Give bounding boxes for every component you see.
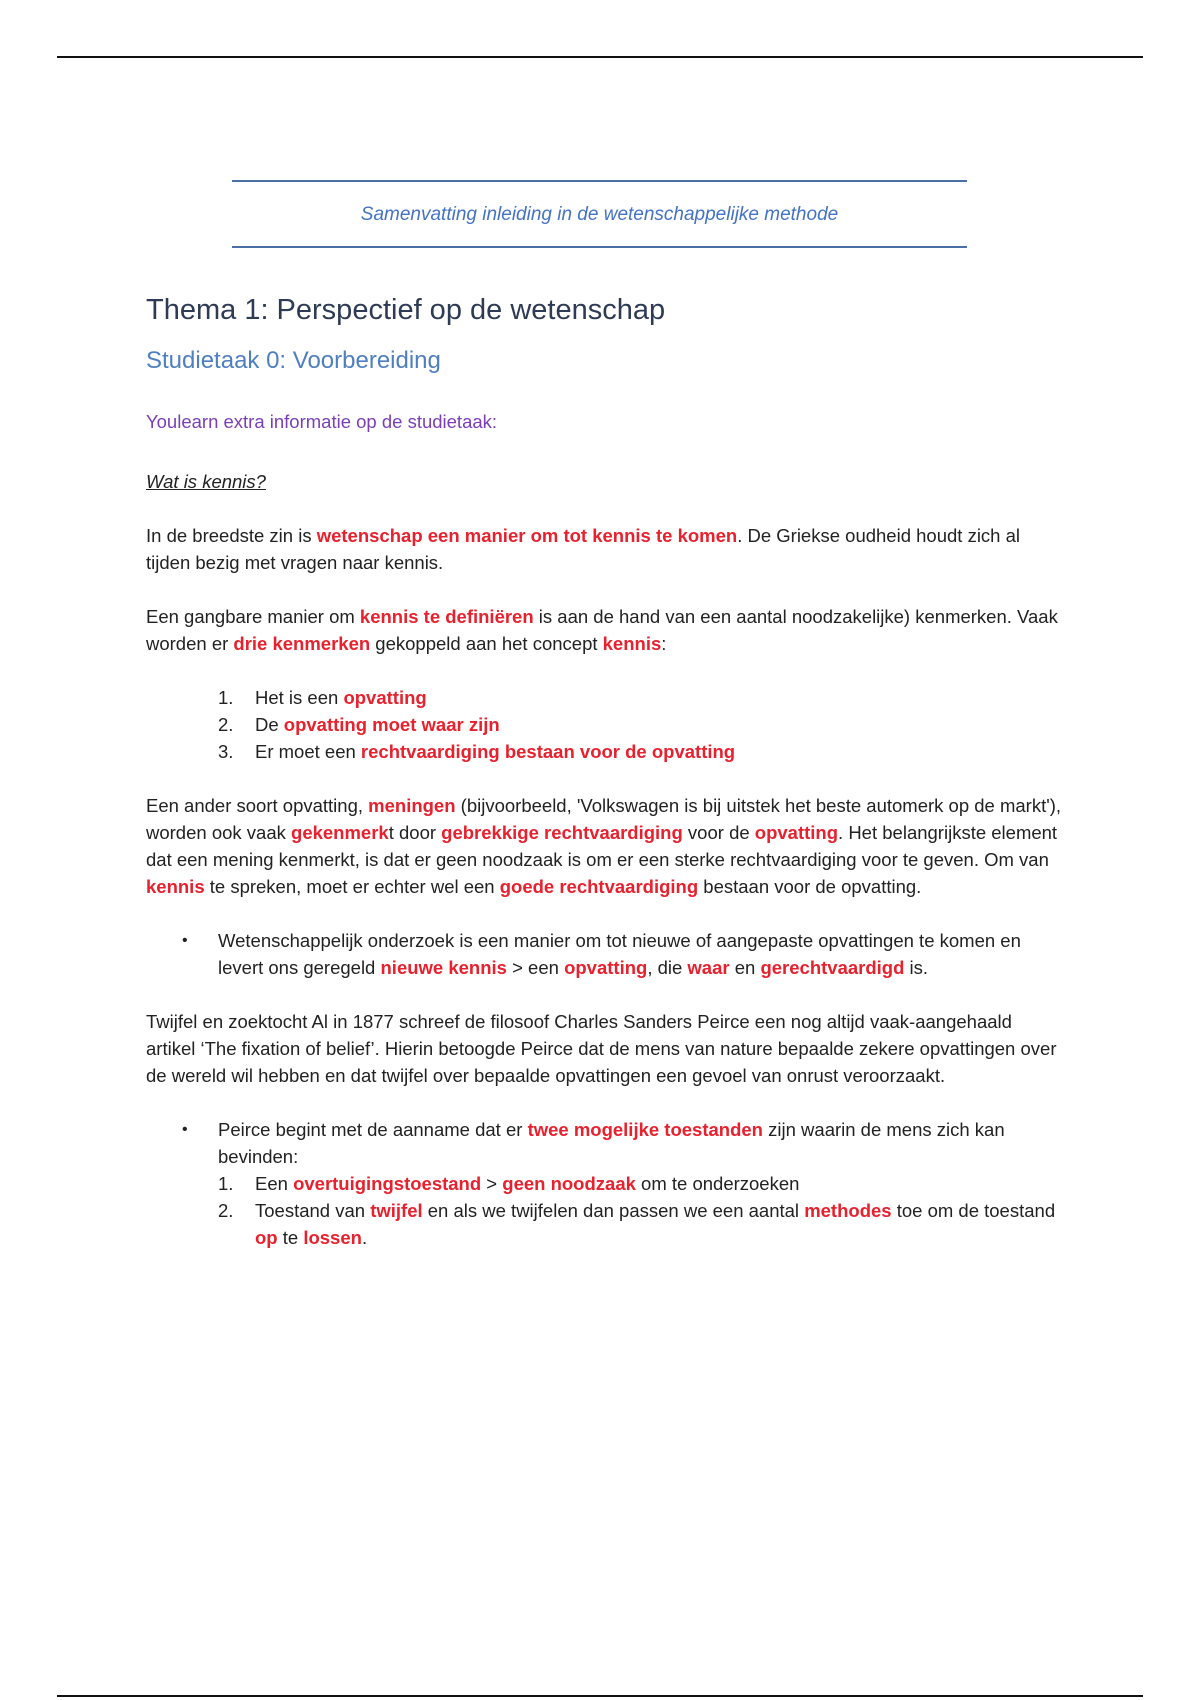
states-list: [218, 1170, 1066, 1251]
highlight: opvatting: [343, 687, 427, 708]
highlight: goede rechtvaardiging: [499, 876, 699, 897]
list-item: • Wetenschappelijk onderzoek is een manier om tot nieuwe of aangepaste opvattingen te komen en levert ons geregeld nieuwe kennis > een opvatting, die waar en gerechtvaardigd is.: [146, 927, 1066, 981]
highlight: kennis te definiëren: [359, 606, 534, 627]
bullet-list-peirce: [146, 1116, 1066, 1251]
youlearn-note: Youlearn extra informatie op de studietaak:: [146, 411, 498, 432]
knowledge-criteria-list: [146, 684, 1066, 765]
list-item: 2. Toestand van twijfel en als we twijfelen dan passen we een aantal methodes toe om de toestand op te lossen.: [218, 1200, 1056, 1248]
highlight: kennis: [146, 876, 205, 897]
highlight: gerechtvaardigd: [760, 957, 905, 978]
list-item: 3. Er moet een rechtvaardiging bestaan voor de opvatting: [218, 741, 736, 762]
bullet-list-research: [146, 927, 1066, 981]
paragraph-knowledge-definition: Een gangbare manier om kennis te definiëren is aan de hand van een aantal noodzakelijke) kenmerken. Vaak worden er drie kenmerken gekoppeld aan het concept kennis:: [146, 606, 1058, 654]
highlight: opvatting: [564, 957, 648, 978]
highlight: wetenschap een manier om tot kennis te komen: [316, 525, 738, 546]
highlight: gekenmerk: [291, 822, 389, 843]
page-top-rule: [57, 56, 1143, 58]
bullet-icon: •: [182, 1121, 188, 1138]
paragraph-science-definition: In de breedste zin is wetenschap een manier om tot kennis te komen. De Griekse oudheid houdt zich al tijden bezig met vragen naar kennis.: [146, 525, 1021, 573]
highlight: twijfel: [370, 1200, 423, 1221]
list-item: 1. Het is een opvatting: [218, 687, 427, 708]
list-item: • Peirce begint met de aanname dat er twee mogelijke toestanden zijn waarin de mens zich kan bevinden: 1. Een overtuigingstoestand > geen noodzaak om te onderzoeken 2. Toestand van twijfel en als we twijfelen dan passen we een aantal methodes toe om de toestand op te lossen.: [146, 1116, 1066, 1251]
highlight: op: [255, 1227, 278, 1248]
list-item: 2. De opvatting moet waar zijn: [218, 714, 500, 735]
paragraph-peirce: Twijfel en zoektocht Al in 1877 schreef de filosoof Charles Sanders Peirce een nog altijd vaak-aangehaald artikel ‘The fixation of belief’. Hierin betoogde Peirce dat de mens van nature bepaalde zekere opvattingen over de wereld wil hebben en dat twijfel over bepaalde opvattingen een gevoel van onrust veroorzaakt.: [146, 1011, 1057, 1086]
highlight: drie kenmerken: [233, 633, 371, 654]
highlight: opvatting: [754, 822, 839, 843]
highlight: overtuigingstoestand: [293, 1173, 482, 1194]
document-title: Samenvatting inleiding in de wetenschappelijke methode: [360, 204, 839, 225]
document-body: [146, 290, 1066, 1251]
highlight: rechtvaardiging bestaan voor de opvatting: [360, 741, 736, 762]
highlight: kennis: [602, 633, 662, 654]
highlight: opvatting moet waar zijn: [283, 714, 500, 735]
study-heading: Studietaak 0: Voorbereiding: [146, 347, 441, 374]
highlight: lossen: [303, 1227, 362, 1248]
highlight: meningen: [368, 795, 456, 816]
bullet-icon: •: [182, 932, 188, 949]
question-heading: Wat is kennis?: [146, 471, 266, 492]
page-bottom-rule: [57, 1695, 1143, 1697]
title-bottom-line: [232, 246, 967, 248]
document-title-block: [232, 180, 967, 248]
highlight: waar: [687, 957, 730, 978]
theme-heading: Thema 1: Perspectief op de wetenschap: [146, 294, 666, 326]
highlight: nieuwe kennis: [380, 957, 507, 978]
highlight: gebrekkige rechtvaardiging: [441, 822, 683, 843]
paragraph-opinions: Een ander soort opvatting, meningen (bijvoorbeeld, 'Volkswagen is bij uitstek het beste automerk op de markt'), worden ook vaak gekenmerkt door gebrekkige rechtvaardiging voor de opvatting. Het belangrijkste element dat een mening kenmerkt, is dat er geen noodzaak is om er een sterke rechtvaardiging voor te geven. Om van kennis te spreken, moet er echter wel een goede rechtvaardiging bestaan voor de opvatting.: [146, 795, 1062, 897]
highlight: geen noodzaak: [502, 1173, 636, 1194]
highlight: twee mogelijke toestanden: [527, 1119, 763, 1140]
highlight: methodes: [804, 1200, 892, 1221]
list-item: 1. Een overtuigingstoestand > geen noodzaak om te onderzoeken: [218, 1173, 800, 1194]
